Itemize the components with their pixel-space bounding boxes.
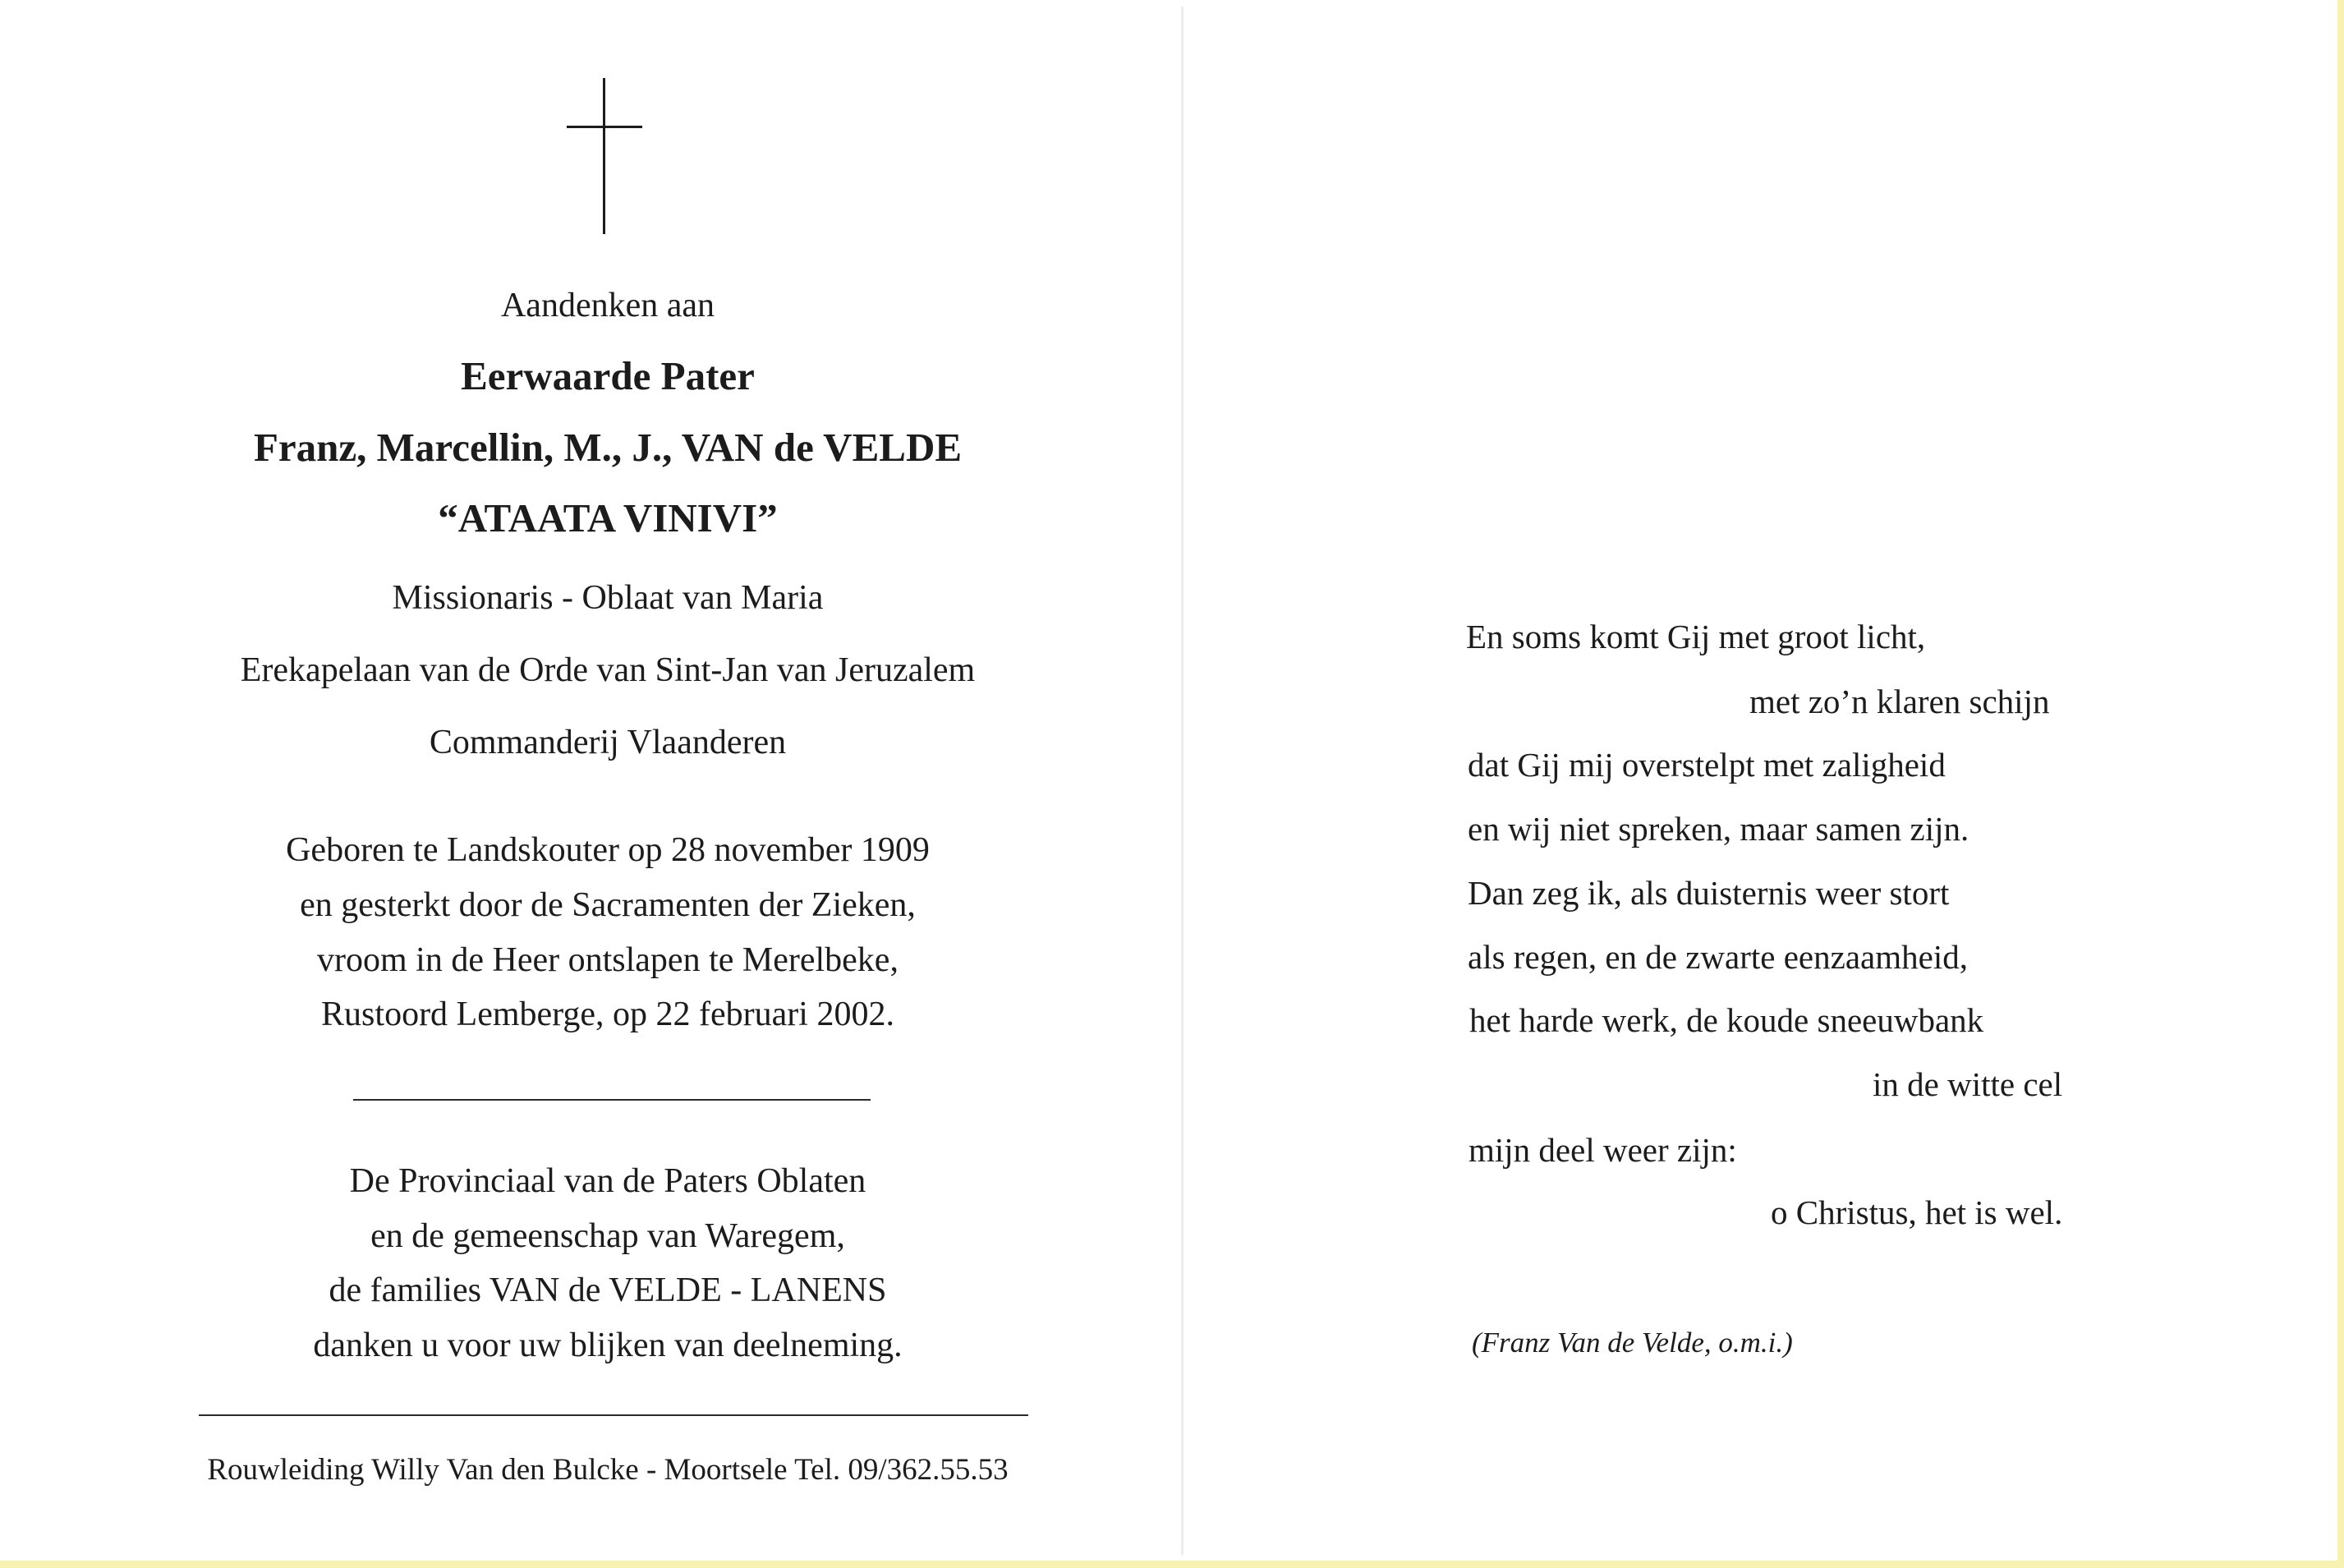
- poem-line: het harde werk, de koude sneeuwbank: [1469, 1001, 1984, 1039]
- poem-line: en wij niet spreken, maar samen zijn.: [1468, 810, 1969, 848]
- bio-line: Geboren te Landskouter op 28 november 1909: [286, 831, 930, 869]
- thanks-line: en de gemeenschap van Waregem,: [370, 1217, 845, 1255]
- poem-line: o Christus, het is wel.: [1771, 1193, 2063, 1231]
- intro-text: Aandenken aan: [500, 287, 715, 324]
- deceased-name: Franz, Marcellin, M., J., VAN de VELDE: [253, 425, 963, 470]
- poem-line: dat Gij mij overstelpt met zaligheid: [1468, 746, 1946, 784]
- bio-line: vroom in de Heer ontslapen te Merelbeke,: [317, 941, 899, 979]
- poem-line: mijn deel weer zijn:: [1468, 1131, 1737, 1169]
- poem-line: En soms komt Gij met groot licht,: [1466, 618, 1926, 655]
- divider: [353, 1099, 871, 1101]
- fold-line: [1181, 7, 1183, 1555]
- role-chaplain: Erekapelaan van de Orde van Sint-Jan van Jeruzalem: [240, 651, 976, 689]
- poem-line: Dan zeg ik, als duisternis weer stort: [1468, 874, 1950, 912]
- nickname: “ATAATA VINIVI”: [438, 495, 778, 540]
- cross-icon: [123, 78, 1092, 238]
- funeral-director: Rouwleiding Willy Van den Bulcke - Moortsele Tel. 09/362.55.53: [207, 1453, 1009, 1487]
- poem-line: als regen, en de zwarte eenzaamheid,: [1468, 938, 1968, 976]
- role-missionary: Missionaris - Oblaat van Maria: [392, 579, 824, 617]
- thanks-line: de families VAN de VELDE - LANENS: [329, 1271, 887, 1309]
- thanks-line: danken u voor uw blijken van deelneming.: [313, 1327, 903, 1364]
- cross-vertical-bar: [603, 78, 605, 234]
- bio-line: en gesterkt door de Sacramenten der Zieken,: [300, 886, 916, 924]
- bio-line: Rustoord Lemberge, op 22 februari 2002.: [321, 996, 894, 1033]
- poem-line: met zo’n klaren schijn: [1749, 683, 2050, 720]
- right-panel: [1462, 0, 2119, 1561]
- poem-signature: (Franz Van de Velde, o.m.i.): [1472, 1327, 1793, 1359]
- thanks-line: De Provinciaal van de Paters Oblaten: [349, 1162, 866, 1200]
- poem-line: in de witte cel: [1873, 1065, 2063, 1103]
- left-panel: [123, 0, 1092, 1561]
- title-text: Eerwaarde Pater: [461, 353, 755, 398]
- cross-horizontal-bar: [567, 126, 642, 128]
- footer-divider: [199, 1414, 1028, 1416]
- role-commandery: Commanderij Vlaanderen: [429, 724, 787, 761]
